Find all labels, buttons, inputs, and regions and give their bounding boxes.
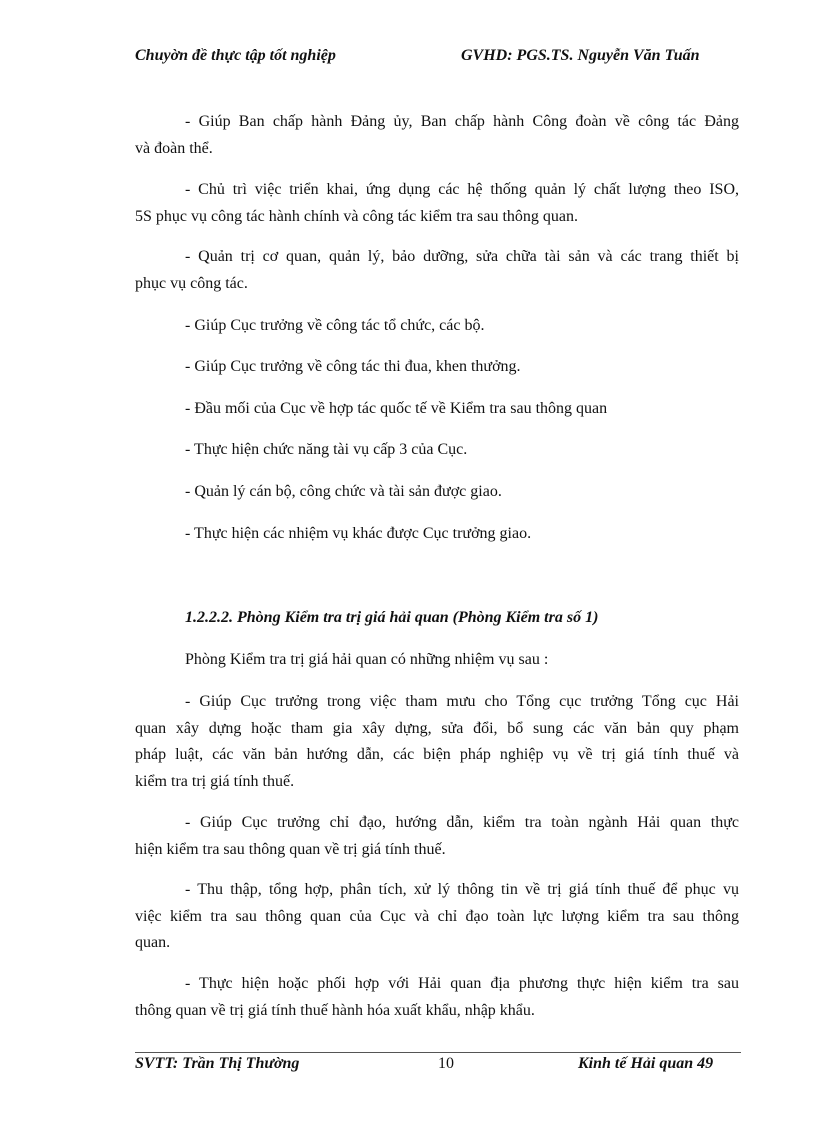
header-left: Chuyờn đề thực tập tốt nghiệp — [135, 47, 336, 64]
paragraph-line: hiện kiểm tra sau thông quan về trị giá tính thuế. — [135, 840, 446, 858]
paragraph — [135, 244, 739, 297]
paragraph — [135, 521, 739, 548]
section-heading: 1.2.2.2. Phòng Kiểm tra trị giá hải quan (Phòng Kiểm tra số 1) — [185, 609, 599, 626]
paragraph-line: - Chủ trì việc triển khai, ứng dụng các hệ thống quản lý chất lượng theo ISO, — [185, 181, 739, 198]
footer-divider — [135, 1052, 741, 1053]
paragraph-line: - Thực hiện hoặc phối hợp với Hải quan địa phương thực hiện kiểm tra sau — [185, 975, 739, 992]
page-number: 10 — [438, 1055, 454, 1072]
paragraph-line: pháp luật, các văn bản hướng dẫn, các biện pháp nghiệp vụ về trị giá tính thuế và — [135, 746, 739, 763]
paragraph — [135, 689, 739, 795]
paragraph-line: quan. — [135, 934, 171, 951]
paragraph-line: thông quan về trị giá tính thuế hành hóa xuất khẩu, nhập khẩu. — [135, 1001, 535, 1019]
footer-left: SVTT: Trần Thị Thường — [135, 1055, 300, 1072]
paragraph — [135, 647, 739, 674]
paragraph-line: - Đầu mối của Cục về hợp tác quốc tế về Kiểm tra sau thông quan — [185, 400, 608, 417]
paragraph — [135, 177, 739, 230]
paragraph — [135, 877, 739, 957]
paragraph-line: - Thực hiện chức năng tài vụ cấp 3 của Cục. — [185, 441, 468, 458]
paragraph-line: - Giúp Cục trưởng chỉ đạo, hướng dẫn, kiểm tra toàn ngành Hải quan thực — [185, 814, 739, 831]
paragraph-line: việc kiểm tra sau thông quan của Cục và chỉ đạo toàn lực lượng kiểm tra sau thông — [135, 907, 739, 925]
paragraph-line: kiểm tra trị giá tính thuế. — [135, 772, 295, 790]
paragraph — [135, 479, 739, 506]
paragraph-line: - Thu thập, tổng hợp, phân tích, xử lý thông tin về trị giá tính thuế để phục vụ — [185, 881, 739, 898]
paragraph-line: - Thực hiện các nhiệm vụ khác được Cục trưởng giao. — [185, 525, 532, 542]
paragraph — [135, 971, 739, 1024]
paragraph — [135, 810, 739, 863]
paragraph-line: và đoàn thể. — [135, 139, 213, 157]
paragraph-line: - Giúp Cục trưởng về công tác thi đua, khen thưởng. — [185, 358, 521, 375]
paragraph-line: - Giúp Cục trưởng về công tác tổ chức, các bộ. — [185, 317, 485, 334]
paragraph-line: - Giúp Cục trưởng trong việc tham mưu cho Tổng cục trưởng Tổng cục Hải — [185, 693, 739, 710]
paragraph-line: phục vụ công tác. — [135, 274, 248, 292]
paragraph-line: - Quản trị cơ quan, quản lý, bảo dưỡng, sửa chữa tài sản và các trang thiết bị — [185, 248, 739, 265]
footer-right: Kinh tế Hải quan 49 — [578, 1055, 714, 1072]
header-right: GVHD: PGS.TS. Nguyễn Văn Tuấn — [461, 47, 700, 64]
paragraph — [135, 396, 739, 423]
paragraph-line: Phòng Kiểm tra trị giá hải quan có những nhiệm vụ sau : — [185, 651, 549, 668]
paragraph — [135, 437, 739, 464]
paragraph-line: - Giúp Ban chấp hành Đảng ủy, Ban chấp hành Công đoàn về công tác Đảng — [185, 113, 739, 130]
paragraph-line: quan xây dựng hoặc tham gia xây dựng, sửa đổi, bổ sung các văn bản quy phạm — [135, 719, 739, 737]
paragraph-line: - Quản lý cán bộ, công chức và tài sản được giao. — [185, 483, 502, 500]
paragraph — [135, 109, 739, 162]
paragraph-line: 5S phục vụ công tác hành chính và công tác kiểm tra sau thông quan. — [135, 207, 578, 225]
paragraph — [135, 313, 739, 340]
paragraph — [135, 354, 739, 381]
